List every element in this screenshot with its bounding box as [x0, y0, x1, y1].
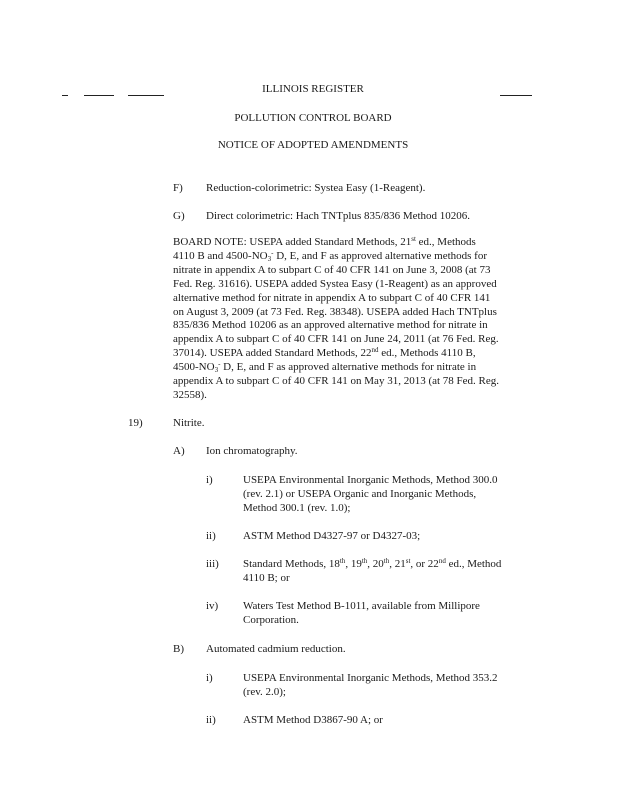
item-g-label: G) — [173, 210, 185, 222]
item-b-i-label: i) — [206, 672, 213, 684]
item-f-label: F) — [173, 182, 183, 194]
item-a-iii-line2: 4110 B; or — [243, 572, 290, 584]
item-a-i-label: i) — [206, 474, 213, 486]
item-a-ii-text: ASTM Method D4327-97 or D4327-03; — [243, 530, 421, 542]
item-g-text: Direct colorimetric: Hach TNTplus 835/836 Method 10206. — [206, 210, 471, 222]
item-b-text: Automated cadmium reduction. — [206, 643, 346, 655]
iii-s1: th — [339, 557, 346, 565]
iii-t3: , 20 — [367, 558, 384, 570]
iii-t4: , 21 — [389, 558, 406, 570]
iii-s4: st — [405, 557, 411, 565]
item-f-text: Reduction-colorimetric: Systea Easy (1-Reagent). — [206, 182, 426, 194]
item-a-i-line3: Method 300.1 (rev. 1.0); — [243, 502, 351, 514]
register-title: ILLINOIS REGISTER — [262, 83, 364, 95]
iii-s5: nd — [438, 557, 446, 565]
note-part-2: ed., Methods 4110 B and 4500-NO — [173, 236, 476, 262]
item-a-i-line1: USEPA Environmental Inorganic Methods, Method 300.0 — [243, 474, 498, 486]
item-a-i-line2: (rev. 2.1) or USEPA Organic and Inorganic Methods, — [243, 488, 477, 500]
item-a-iii-label: iii) — [206, 558, 219, 570]
note-part-1: BOARD NOTE: USEPA added Standard Methods, 21 — [173, 236, 412, 248]
item-b-i-line1: USEPA Environmental Inorganic Methods, Method 353.2 — [243, 672, 498, 684]
item-a-iv-line2: Corporation. — [243, 614, 299, 626]
iii-t5: , or 22 — [410, 558, 439, 570]
section-19-title: Nitrite. — [173, 417, 205, 429]
item-b-i-line2: (rev. 2.0); — [243, 686, 286, 698]
note-no3-sub-2: 3 — [214, 366, 219, 375]
note-sup-nd: nd — [371, 346, 379, 355]
item-a-iv-line1: Waters Test Method B-1011, available from Millipore — [243, 600, 480, 612]
board-title: POLLUTION CONTROL BOARD — [234, 112, 392, 124]
iii-t2: , 19 — [345, 558, 362, 570]
iii-s2: th — [361, 557, 368, 565]
note-no3-sup-2: - — [218, 360, 221, 369]
item-a-label: A) — [173, 445, 185, 457]
item-a-ii-label: ii) — [206, 530, 216, 542]
item-b-ii-text: ASTM Method D3867-90 A; or — [243, 714, 383, 726]
iii-s3: th — [383, 557, 390, 565]
note-no3-sup: - — [271, 248, 274, 257]
board-note — [173, 236, 553, 403]
item-a-text: Ion chromatography. — [206, 445, 298, 457]
item-b-ii-label: ii) — [206, 714, 216, 726]
iii-t1: Standard Methods, 18 — [243, 558, 340, 570]
notice-title: NOTICE OF ADOPTED AMENDMENTS — [217, 139, 409, 151]
note-part-4: ed., Methods 4110 B, 4500-NO — [173, 347, 476, 374]
item-a-iii-line1 — [243, 557, 501, 571]
item-b-label: B) — [173, 643, 184, 655]
iii-t6: ed., Method — [445, 558, 502, 570]
note-sup-st: st — [411, 235, 416, 243]
item-a-iv-label: iv) — [206, 600, 219, 612]
section-19-label: 19) — [128, 417, 143, 429]
note-part-3: D, E, and F as approved alternative methods for nitrate in appendix A to subpart C of 40 CFR 141 on June 3, 2008 (at 73 Fed. Reg. 31616). USEPA added Systea Easy (1-Reagent) as an approved alternative method for nitrate in appendix A to subpart C of 40 CFR 141 on August 3, 2009 (at 73 Fed. Reg. 38348). USEPA added Hach TNTplus 835/836 Method 10206 as an approved alternative method for nitrate in appendix A to subpart C of 40 CFR 141 on June 24, 2011 (at 76 Fed. Reg. 37014). USEPA added Standard Methods, 22 — [173, 249, 499, 360]
note-part-5: D, E, and F as approved alternative methods for nitrate in appendix A to subpart C of 40 CFR 141 on May 31, 2013 (at 78 Fed. Reg. 32558). — [173, 361, 500, 401]
note-no3-sub: 3 — [267, 254, 272, 263]
